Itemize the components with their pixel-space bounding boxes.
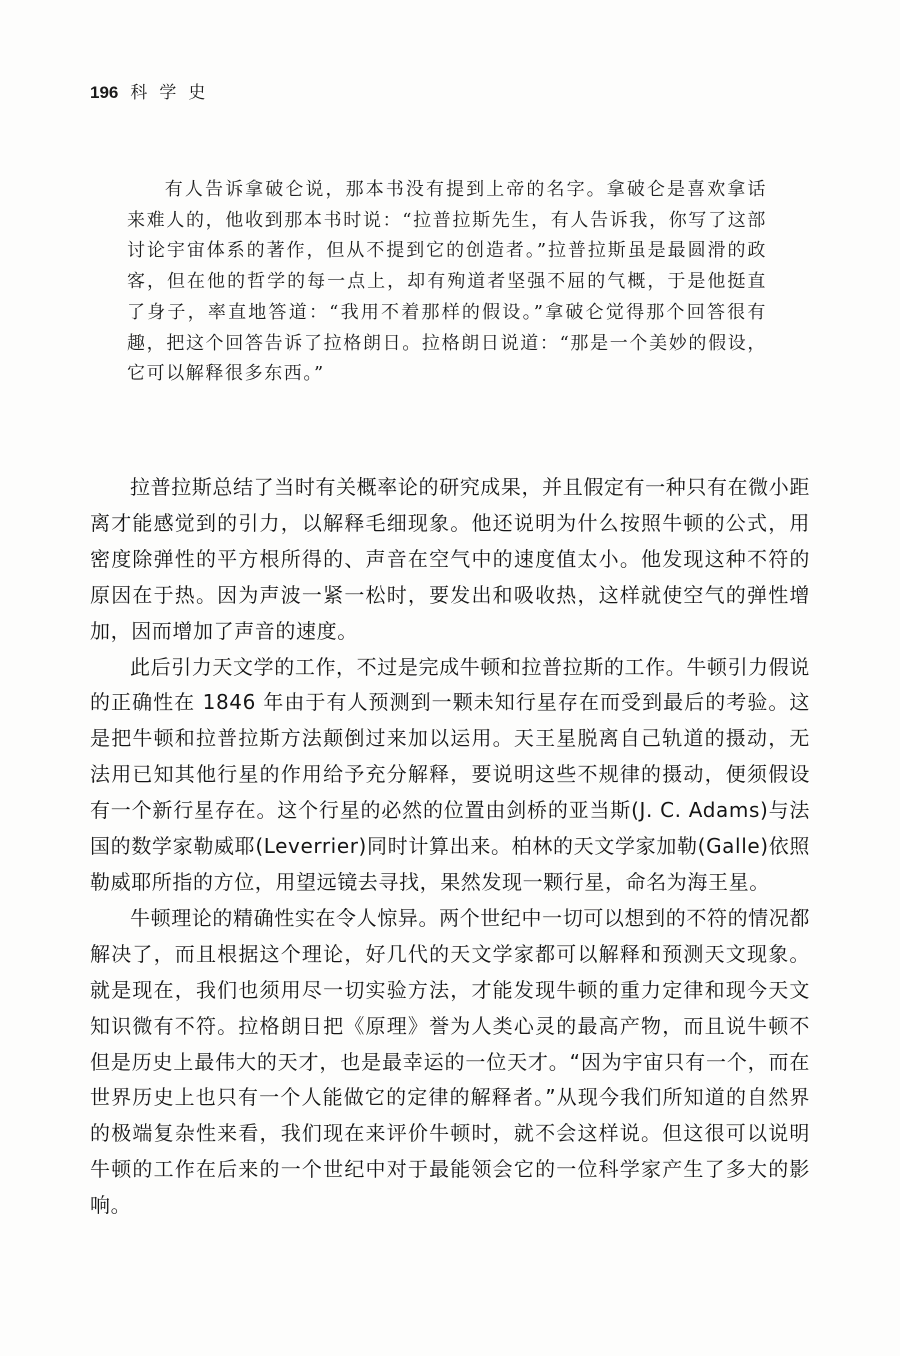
paragraph: 此后引力天文学的工作，不过是完成牛顿和拉普拉斯的工作。牛顿引力假说的正确性在 1846 年由于有人预测到一颗未知行星存在而受到最后的考验。这是把牛顿和拉普拉斯方法颠倒过来加以运用。天王星脱离自己轨道的摄动，无法用已知其他行星的作用给予充分解释，要说明这些不规律的摄动，便须假设有一个新行星存在。这个行星的必然的位置由剑桥的亚当斯(J. C. Adams)与法国的数学家勒威耶(Leverrier)同时计算出来。柏林的天文学家加勒(Galle)依照勒威耶所指的方位，用望远镜去寻找，果然发现一颗行星，命名为海王星。	[90, 654, 810, 894]
block-quote: 有人告诉拿破仑说，那本书没有提到上帝的名字。拿破仑是喜欢拿话来难人的，他收到那本书时说：“拉普拉斯先生，有人告诉我，你写了这部讨论宇宙体系的著作，但从不提到它的创造者。”拉普拉斯虽是最圆滑的政客，但在他的哲学的每一点上，却有殉道者坚强不屈的气概，于是他挺直了身子，率直地答道：“我用不着那样的假设。”拿破仑觉得那个回答很有趣，把这个回答告诉了拉格朗日。拉格朗日说道：“那是一个美妙的假设，它可以解释很多东西。”	[127, 179, 767, 385]
book-title: 科学史	[130, 83, 218, 103]
running-head	[90, 78, 217, 103]
paragraph: 拉普拉斯总结了当时有关概率论的研究成果，并且假定有一种只有在微小距离才能感觉到的引力，以解释毛细现象。他还说明为什么按照牛顿的公式，用密度除弹性的平方根所得的、声音在空气中的速度值太小。他发现这种不符的原因在于热。因为声波一紧一松时，要发出和吸收热，这样就使空气的弹性增加，因而增加了声音的速度。	[90, 475, 810, 643]
page-number: 196	[90, 83, 119, 102]
paragraph: 牛顿理论的精确性实在令人惊异。两个世纪中一切可以想到的不符的情况都解决了，而且根据这个理论，好几代的天文学家都可以解释和预测天文现象。就是现在，我们也须用尽一切实验方法，才能发现牛顿的重力定律和现今天文知识微有不符。拉格朗日把《原理》誉为人类心灵的最高产物，而且说牛顿不但是历史上最伟大的天才，也是最幸运的一位天才。“因为宇宙只有一个，而在世界历史上也只有一个人能做它的定律的解释者。”从现今我们所知道的自然界的极端复杂性来看，我们现在来评价牛顿时，就不会这样说。但这很可以说明牛顿的工作在后来的一个世纪中对于最能领会它的一位科学家产生了多大的影响。	[90, 905, 810, 1218]
main-text	[90, 470, 810, 1224]
